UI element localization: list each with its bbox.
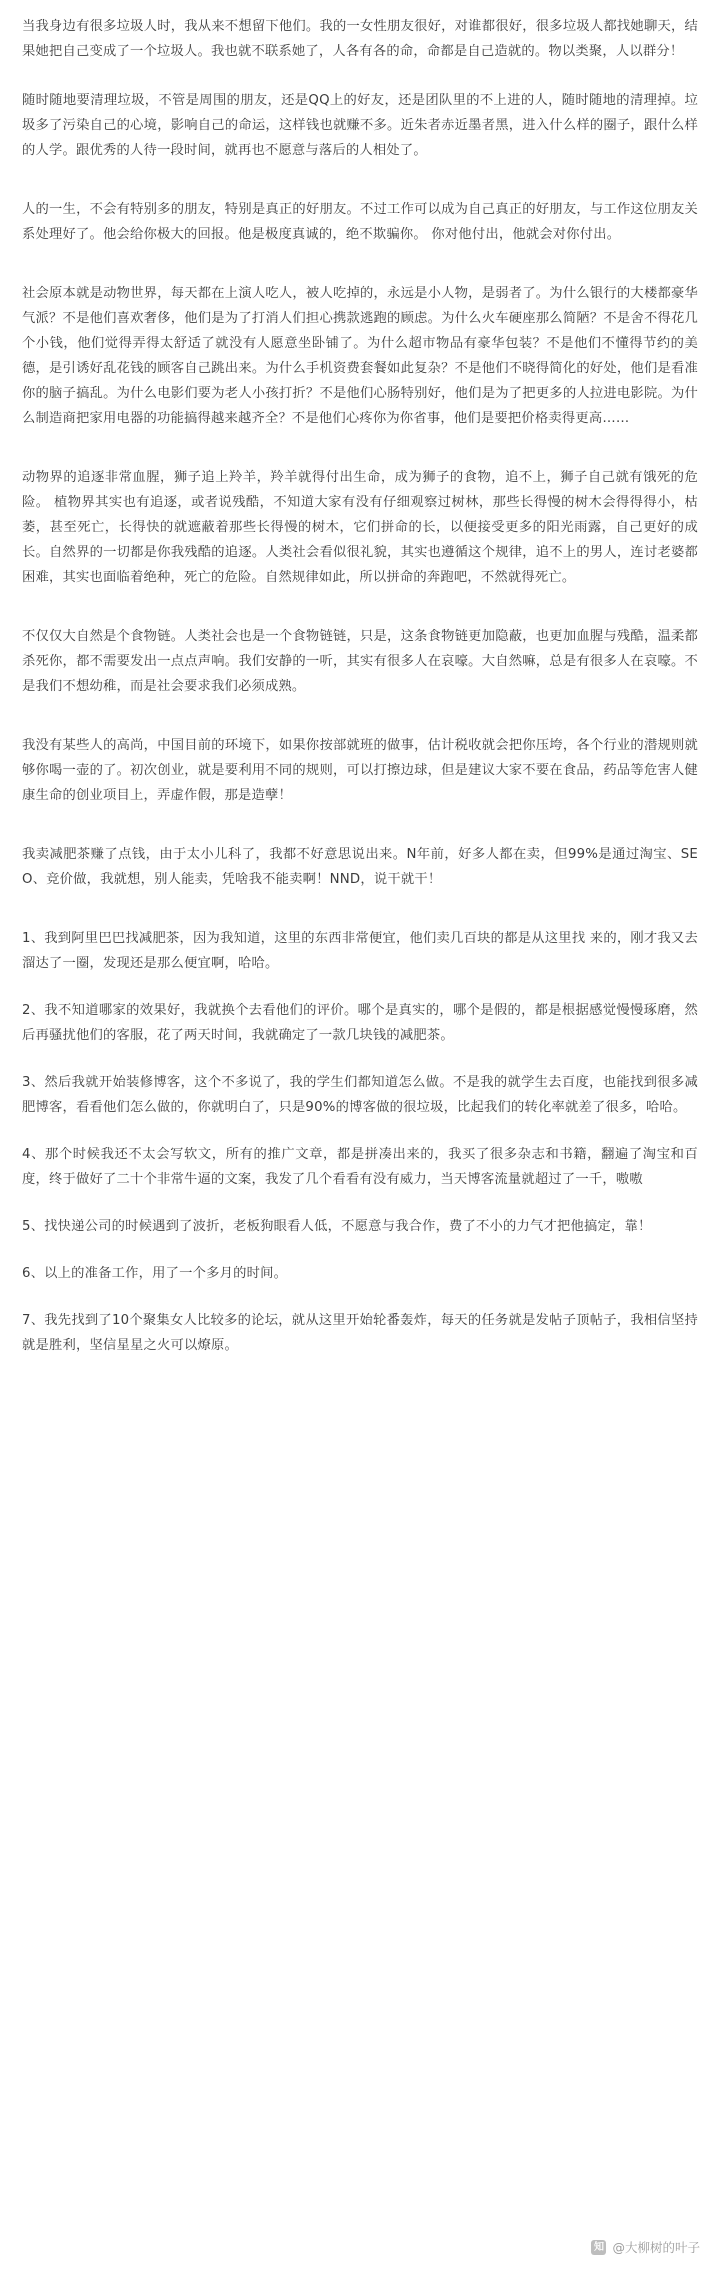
list-item: 3、然后我就开始装修博客，这个不多说了，我的学生们都知道怎么做。不是我的就学生去百度，也能找到很多减肥博客，看看他们怎么做的，你就明白了，只是90%的博客做的很垃圾，比起我们的转化率就差了很多，哈哈。 xyxy=(22,1075,698,1115)
list-item: 7、我先找到了10个聚集女人比较多的论坛，就从这里开始轮番轰炸，每天的任务就是发帖子顶帖子，我相信坚持就是胜利，坚信星星之火可以燎原。 xyxy=(22,1313,698,1353)
list-item: 2、我不知道哪家的效果好，我就换个去看他们的评价。哪个是真实的，哪个是假的，都是根据感觉慢慢琢磨，然后再骚扰他们的客服，花了两天时间，我就确定了一款几块钱的减肥茶。 xyxy=(22,1003,698,1043)
spacer xyxy=(22,455,698,465)
spacer xyxy=(22,614,698,624)
spacer xyxy=(22,916,698,926)
zhihu-logo-icon: 知 xyxy=(591,2240,606,2255)
paragraph: 社会原本就是动物世界，每天都在上演人吃人，被人吃掉的，永远是小人物，是弱者了。为什么银行的大楼都豪华气派？不是他们喜欢奢侈，他们是为了打消人们担心携款逃跑的顾虑。为什么火车硬座那么简陋？不是舍不得花几个小钱，他们觉得弄得太舒适了就没有人愿意坐卧铺了。为什么超市物品有豪华包装？不是他们不懂得节约的美德，是引诱好乱花钱的顾客自己跳出来。为什么手机资费套餐如此复杂？不是他们不晓得简化的好处，他们是看准你的脑子搞乱。为什么电影们要为老人小孩打折？不是他们心肠特别好，他们是为了把更多的人拉进电影院。为什么制造商把家用电器的功能搞得越来越齐全？不是他们心疼你为你省事，他们是要把价格卖得更高…… xyxy=(22,286,698,426)
spacer xyxy=(22,832,698,842)
paragraph: 我卖减肥茶赚了点钱，由于太小儿科了，我都不好意思说出来。N年前，好多人都在卖，但99%是通过淘宝、SEO、竞价做，我就想，别人能卖，凭啥我不能卖啊！NND，说干就干！ xyxy=(22,847,698,887)
spacer xyxy=(22,187,698,197)
paragraph: 人的一生，不会有特别多的朋友，特别是真正的好朋友。不过工作可以成为自己真正的好朋友，与工作这位朋友关系处理好了。他会给你极大的回报。他是极度真诚的，绝不欺骗你。 你对他付出，他就会对你付出。 xyxy=(22,202,698,242)
watermark-author: @大柳树的叶子 xyxy=(612,2240,700,2255)
paragraph: 随时随地要清理垃圾，不管是周围的朋友，还是QQ上的好友，还是团队里的不上进的人，随时随地的清理掉。垃圾多了污染自己的心境，影响自己的命运，这样钱也就赚不多。近朱者赤近墨者黑，进入什么样的圈子，跟什么样的人学。跟优秀的人待一段时间，就再也不愿意与落后的人相处了。 xyxy=(22,93,698,158)
paragraph: 当我身边有很多垃圾人时，我从来不想留下他们。我的一女性朋友很好，对谁都很好，很多垃圾人都找她聊天，结果她把自己变成了一个垃圾人。我也就不联系她了，人各有各的命，命都是自己造就的。物以类聚，人以群分！ xyxy=(22,19,698,59)
list-item: 1、我到阿里巴巴找减肥茶，因为我知道，这里的东西非常便宜，他们卖几百块的都是从这里找 来的，刚才我又去溜达了一圈，发现还是那么便宜啊，哈哈。 xyxy=(22,931,698,971)
spacer xyxy=(22,723,698,733)
watermark xyxy=(591,2238,700,2256)
list-item: 4、那个时候我还不太会写软文，所有的推广文章，都是拼凑出来的，我买了很多杂志和书籍，翻遍了淘宝和百度，终于做好了二十个非常牛逼的文案，我发了几个看看有没有威力，当天博客流量就超过了一千，嗷嗷 xyxy=(22,1147,698,1187)
paragraph: 动物界的追逐非常血腥，狮子追上羚羊，羚羊就得付出生命，成为狮子的食物，追不上，狮子自己就有饿死的危险。 植物界其实也有追逐，或者说残酷，不知道大家有没有仔细观察过树林，那些长得慢的树木会得得得小，枯萎，甚至死亡，长得快的就遮蔽着那些长得慢的树木，它们拼命的长，以便接受更多的阳光雨露，自己更好的成长。自然界的一切都是你我残酷的追逐。人类社会看似很礼貌，其实也遵循这个规律，追不上的男人，连讨老婆都困难，其实也面临着绝种，死亡的危险。自然规律如此，所以拼命的奔跑吧，不然就得死亡。 xyxy=(22,470,698,585)
paragraph: 我没有某些人的高尚，中国目前的环境下，如果你按部就班的做事，估计税收就会把你压垮，各个行业的潜规则就够你喝一壶的了。初次创业，就是要利用不同的规则，可以打擦边球，但是建议大家不要在食品，药品等危害人健康生命的创业项目上，弄虚作假，那是造孽！ xyxy=(22,738,698,803)
paragraph: 不仅仅大自然是个食物链。人类社会也是一个食物链链，只是，这条食物链更加隐蔽，也更加血腥与残酷，温柔都杀死你，都不需要发出一点点声响。我们安静的一听，其实有很多人在哀嚎。大自然嘛，总是有很多人在哀嚎。不是我们不想幼稚，而是社会要求我们必须成熟。 xyxy=(22,629,698,694)
list-item: 5、找快递公司的时候遇到了波折，老板狗眼看人低，不愿意与我合作，费了不小的力气才把他搞定，靠！ xyxy=(22,1219,652,1234)
list-item: 6、以上的准备工作，用了一个多月的时间。 xyxy=(22,1266,288,1281)
spacer xyxy=(22,271,698,281)
